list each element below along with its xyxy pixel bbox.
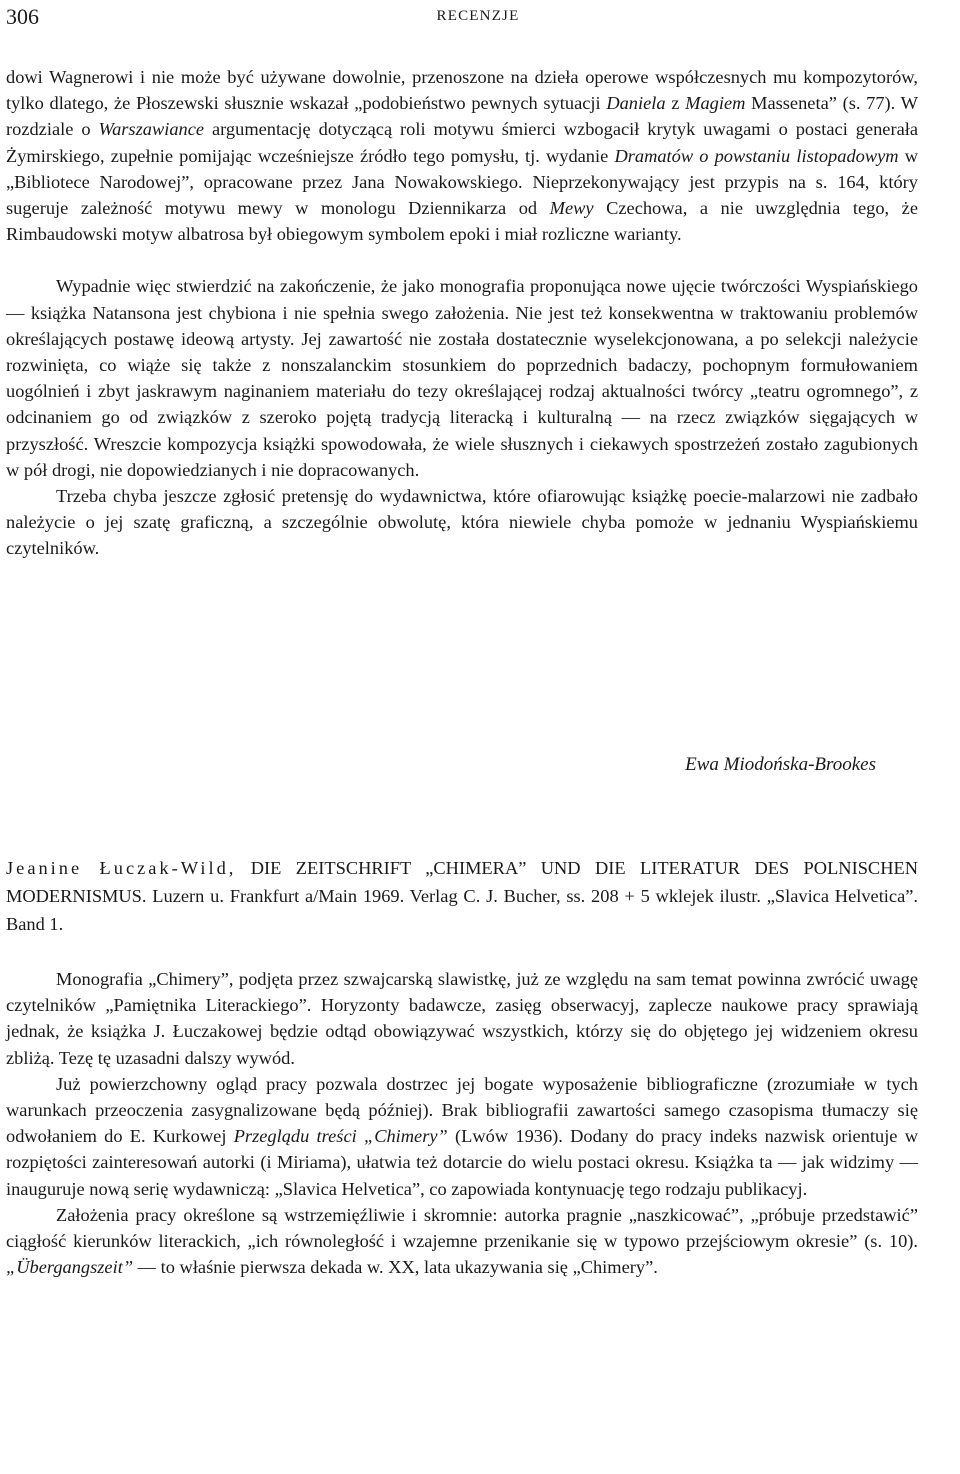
page-number: 306 [6, 4, 39, 29]
review-2-citation: DIE ZEITSCHRIFT „CHIMERA” UND DIE LITERATUR DES POLNISCHEN MODERNISMUS. Luzern u. Frankfurt a/Main 1969. Verlag C. J. Bucher, ss. 208 + 5 wklejek ilustr. „Slavica Helvetica”. Band 1. [6, 858, 918, 934]
review-2-body [6, 966, 918, 1280]
review-1-signature: Ewa Miodońska-Brookes [685, 754, 876, 775]
review-1-paragraph-2: Wypadnie więc stwierdzić na zakończenie, że jako monografia proponująca nowe ujęcie twórczości Wyspiańskiego — książka Natansona jest chybiona i nie spełnia swego założenia. Nie jest też konsekwentna w traktowaniu problemów określających postawę ideową artysty. Jej zawartość nie została dostatecznie wyselekcjonowana, a po selekcji należycie rozwinięta, co wiąże się także z nonszalanckim stosunkiem do poprzednich badaczy, pochopnym formułowaniem uogólnień i zbyt jaskrawym naginaniem materiału do tezy określającej rodzaj aktualności twórcy „teatru ogromnego”, z odcinaniem go od związków z szeroko pojętą tradycją literacką i kulturalną — na rzecz związków sięgających w przyszłość. Wreszcie kompozycja książki spowodowała, że wiele słusznych i ciekawych spostrzeżeń zostało zagubionych w pół drogi, nie dopowiedzianych i nie dopracowanych. [6, 276, 918, 480]
review-1-paragraph-1: dowi Wagnerowi i nie może być używane dowolnie, przenoszone na dzieła operowe współczesnych mu kompozytorów, tylko dlatego, że Płoszewski słusznie wskazał „podobieństwo pewnych sytuacji Daniela z Magiem Masseneta” (s. 77). W rozdziale o Warszawiance argumentację dotyczącą roli motywu śmierci wzbogacił krytyk uwagami o postaci generała Żymirskiego, zupełnie pomijając wcześniejsze źródło tego pomysłu, tj. wydanie Dramatów o powstaniu listopadowym w „Bibliotece Narodowej”, opracowane przez Jana Nowakowskiego. Nieprzekonywający jest przypis na s. 164, który sugeruje zależność motywu mewy w monologu Dziennikarza od Mewy Czechowa, a nie uwzględnia tego, że Rimbaudowski motyw albatrosa był obiegowym symbolem epoki i miał rozliczne warianty. [6, 67, 919, 245]
page-header [6, 4, 950, 32]
review-2-author: Jeanine Łuczak-Wild, [6, 858, 237, 878]
review-2-paragraph-1: Monografia „Chimery”, podjęta przez szwajcarską slawistkę, już ze względu na sam temat powinna zwrócić uwagę czytelników „Pamiętnika Literackiego”. Horyzonty badawcze, zasięg obserwacyj, zaplecze naukowe pracy sprawiają jednak, że książka J. Łuczakowej będzie odtąd obowiązywać wszystkich, którzy się do objętego jej widzeniem okresu zbliżą. Tezę tę uzasadni dalszy wywód. [6, 969, 918, 1068]
review-2-paragraph-2: Już powierzchowny ogląd pracy pozwala dostrzec jej bogate wyposażenie bibliograficzne (zrozumiałe w tych warunkach przeoczenia zasygnalizowane będą później). Brak bibliografii zawartości samego czasopisma tłumaczy się odwołaniem do E. Kurkowej Przeglądu treści „Chimery” (Lwów 1936). Dodany do pracy indeks nazwisk orientuje w rozpiętości zainteresowań autorki (i Miriama), ułatwia też dotarcie do wielu postaci okresu. Książka ta — jak widzimy — inauguruje nową serię wydawniczą: „Slavica Helvetica”, co zapowiada kontynuację tego rodzaju publikacyj. [6, 1073, 919, 1199]
running-head: RECENZJE [436, 8, 520, 24]
review-1-body [6, 64, 918, 562]
review-2-paragraph-3: Założenia pracy określone są wstrzemięźliwie i skromnie: autorka pragnie „naszkicować”, „próbuje przedstawić” ciągłość kierunków literackich, „ich równoległość i wzajemne przenikanie się w typowo przejściowym okresie” (s. 10). „Übergangszeit” — to właśnie pierwsza dekada w. XX, lata ukazywania się „Chimery”. [6, 1204, 918, 1278]
review-1-paragraph-3: Trzeba chyba jeszcze zgłosić pretensję do wydawnictwa, które ofiarowując książkę poecie-malarzowi nie zadbało należycie o jej szatę graficzną, a szczególnie obwolutę, która niewiele chyba pomoże w jednaniu Wyspiańskiemu czytelników. [6, 486, 918, 559]
review-2-bibliographic-heading [6, 854, 918, 938]
